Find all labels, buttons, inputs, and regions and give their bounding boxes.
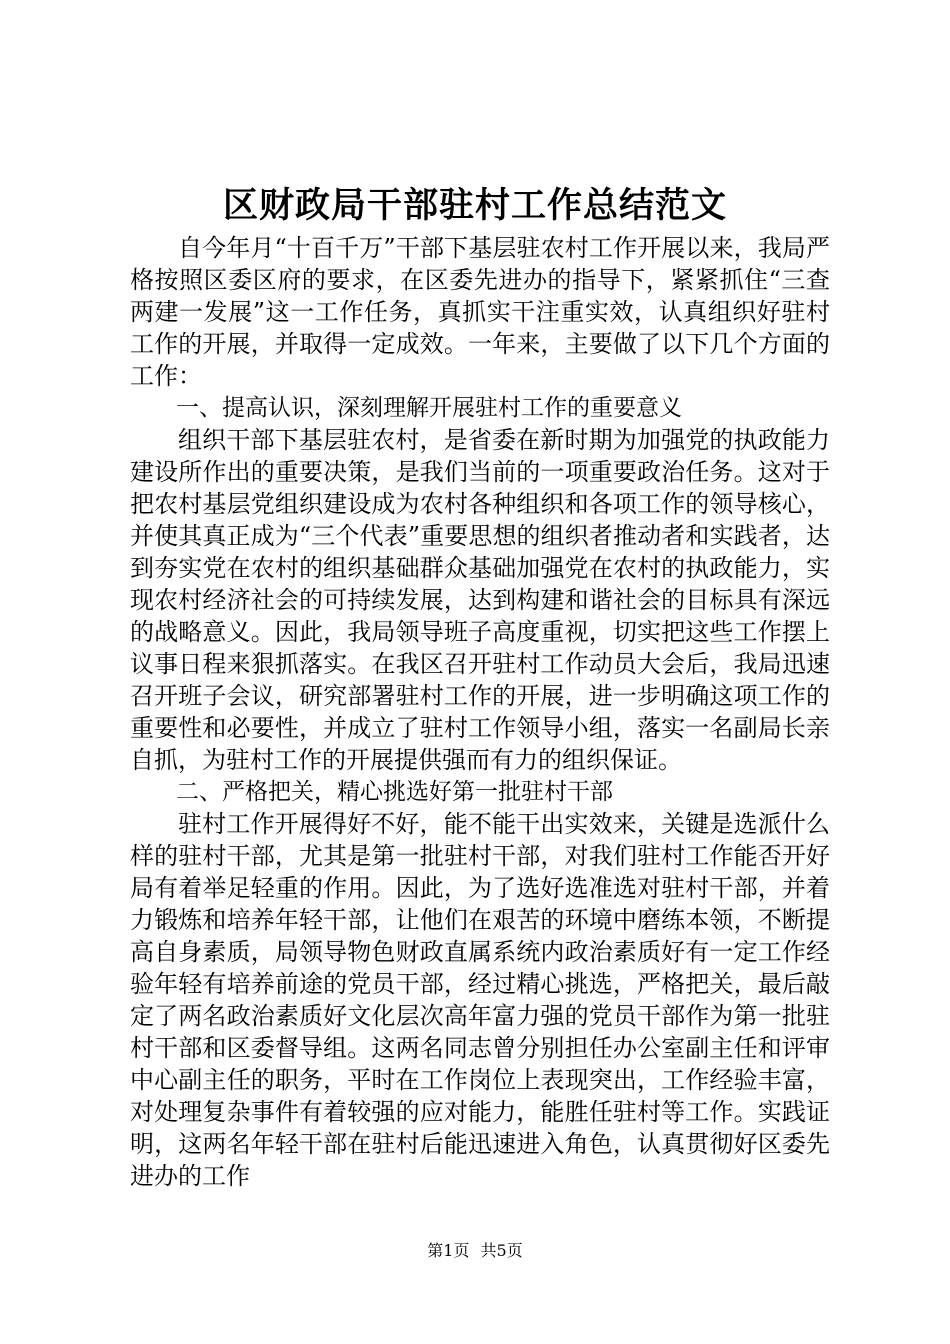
document-body: [130, 232, 830, 1192]
intro-paragraph: 自今年月“十百千万”干部下基层驻农村工作开展以来，我局严格按照区委区府的要求，在区委先进办的指导下，紧紧抓住“三查两建一发展”这一工作任务，真抓实干注重实效，认真组织好驻村工作的开展，并取得一定成效。一年来，主要做了以下几个方面的工作：: [130, 234, 830, 390]
section-1-paragraph: 组织干部下基层驻农村，是省委在新时期为加强党的执政能力建设所作出的重要决策，是我们当前的一项重要政治任务。这对于把农村基层党组织建设成为农村各种组织和各项工作的领导核心，并使其真正成为“三个代表”重要思想的组织者推动者和实践者，达到夯实党在农村的组织基础群众基础加强党在农村的执政能力，实现农村经济社会的可持续发展，达到构建和谐社会的目标具有深远的战略意义。因此，我局领导班子高度重视，切实把这些工作摆上议事日程来狠抓落实。在我区召开驻村工作动员大会后，我局迅速召开班子会议，研究部署驻村工作的开展，进一步明确这项工作的重要性和必要性，并成立了驻村工作领导小组，落实一名副局长亲自抓，为驻村工作的开展提供强而有力的组织保证。: [130, 426, 830, 774]
section-2-paragraph: 驻村工作开展得好不好，能不能干出实效来，关键是选派什么样的驻村干部，尤其是第一批驻村干部，对我们驻村工作能否开好局有着举足轻重的作用。因此，为了选好选准选对驻村干部，并着力锻炼和培养年轻干部，让他们在艰苦的环境中磨练本领，不断提高自身素质，局领导物色财政直属系统内政治素质好有一定工作经验年轻有培养前途的党员干部，经过精心挑选，严格把关，最后敲定了两名政治素质好文化层次高年富力强的党员干部作为第一批驻村干部和区委督导组。这两名同志曾分别担任办公室副主任和评审中心副主任的职务，平时在工作岗位上表现突出，工作经验丰富，对处理复杂事件有着较强的应对能力，能胜任驻村等工作。实践证明，这两名年轻干部在驻村后能迅速进入角色，认真贯彻好区委先进办的工作: [130, 810, 830, 1190]
page-total: 共5页: [480, 1241, 523, 1260]
page-number: 第1页: [427, 1241, 470, 1260]
section-heading-2: 二、严格把关，精心挑选好第一批驻村干部: [176, 779, 613, 805]
page-footer: [0, 1240, 950, 1262]
document-title: 区财政局干部驻村工作总结范文: [222, 185, 727, 226]
section-heading-1: 一、提高认识，深刻理解开展驻村工作的重要意义: [176, 395, 682, 421]
